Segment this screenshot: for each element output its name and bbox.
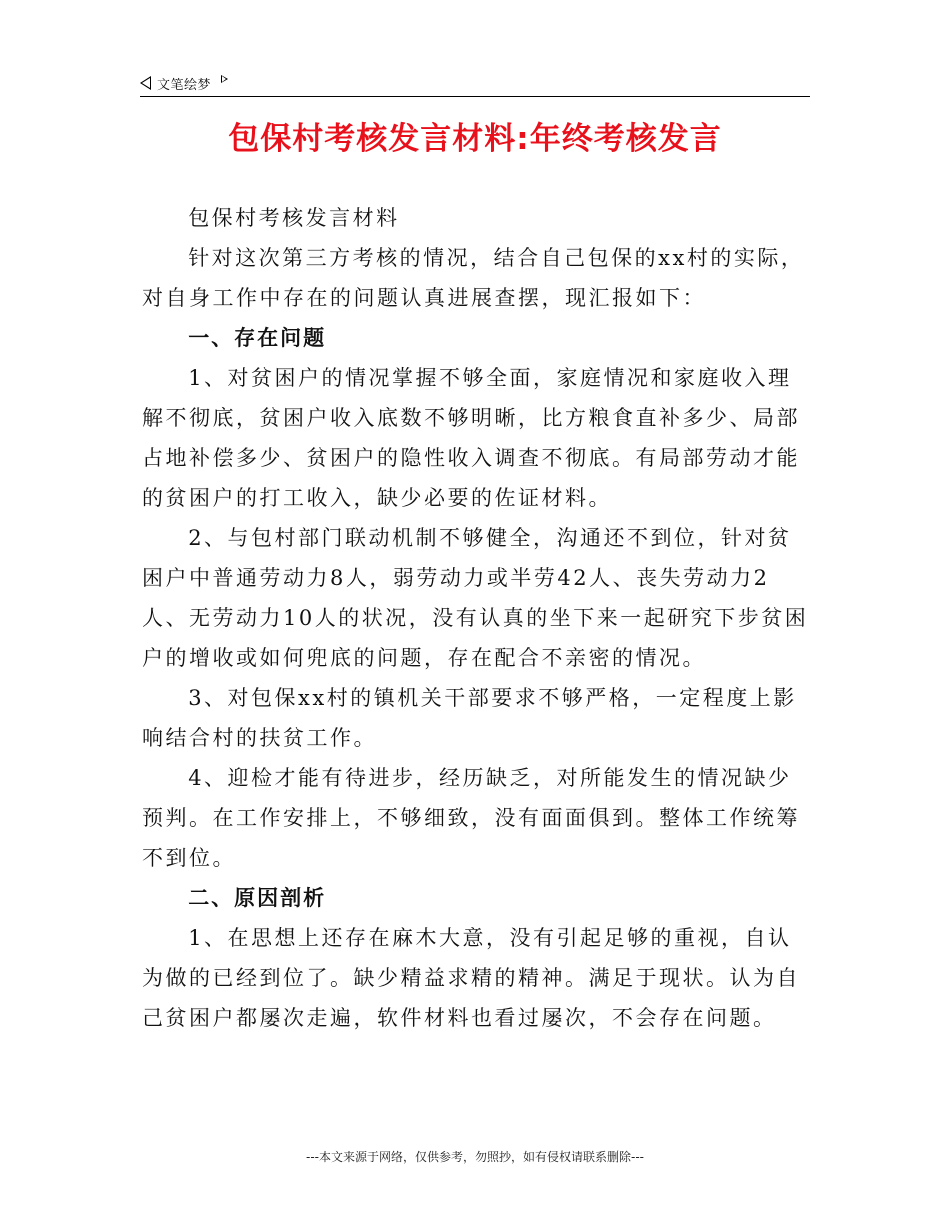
page-header xyxy=(140,70,810,97)
body-paragraph: 包保村考核发言材料 xyxy=(188,206,400,230)
brand-label: 文笔绘梦 xyxy=(157,77,212,93)
body-paragraph: 3、对包保xx村的镇机关干部要求不够严格，一定程度上影响结合村的扶贫工作。 xyxy=(142,686,797,750)
document-title: 包保村考核发言材料:年终考核发言 xyxy=(228,121,722,157)
body-paragraph: 针对这次第三方考核的情况，结合自己包保的xx村的实际，对自身工作中存在的问题认真进展查摆，现汇报如下： xyxy=(142,246,805,310)
document-body xyxy=(142,198,814,1038)
section-heading: 二、原因剖析 xyxy=(188,886,327,910)
body-paragraph: 4、迎检才能有待进步，经历缺乏，对所能发生的情况缺少预判。在工作安排上，不够细致，没有面面俱到。整体工作统筹不到位。 xyxy=(142,766,800,870)
body-paragraph: 1、在思想上还存在麻木大意，没有引起足够的重视，自认为做的已经到位了。缺少精益求精的精神。满足于现状。认为自己贫困户都屡次走遍，软件材料也看过屡次，不会存在问题。 xyxy=(142,926,800,1030)
section-heading: 一、存在问题 xyxy=(188,326,327,350)
triangle-right-icon xyxy=(221,75,228,83)
body-paragraph: 1、对贫困户的情况掌握不够全面，家庭情况和家庭收入理解不彻底，贫困户收入底数不够明晰，比方粮食直补多少、局部占地补偿多少、贫困户的隐性收入调查不彻底。有局部劳动才能的贫困户的打工收入，缺少必要的佐证材料。 xyxy=(142,366,800,510)
footer-disclaimer: ---本文来源于网络，仅供参考，勿照抄，如有侵权请联系删除--- xyxy=(306,1150,644,1164)
body-paragraph: 2、与包村部门联动机制不够健全，沟通还不到位，针对贫困户中普通劳动力8人，弱劳动力或半劳42人、丧失劳动力2人、无劳动力10人的状况，没有认真的坐下来一起研究下步贫困户的增收或如何兜底的问题，存在配合不亲密的情况。 xyxy=(142,526,809,670)
triangle-left-icon xyxy=(140,76,151,90)
